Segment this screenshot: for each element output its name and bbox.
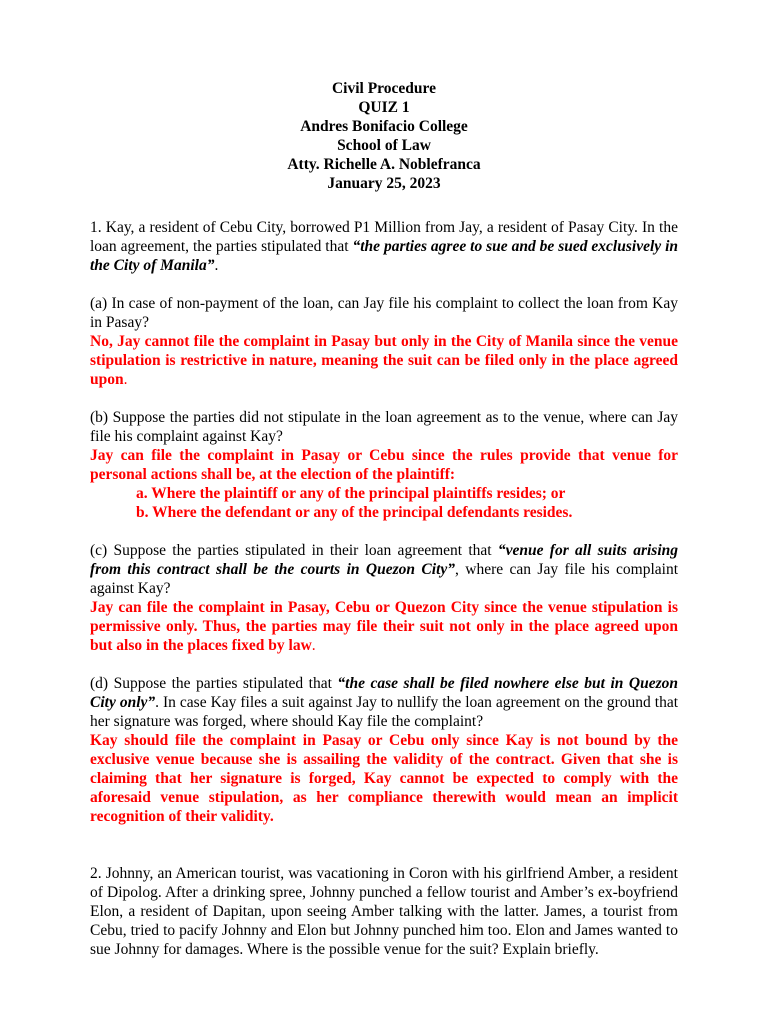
question-1b: (b) Suppose the parties did not stipulate in the loan agreement as to the venue, where can Jay file his complaint against Kay? [90, 409, 678, 445]
quiz-date: January 25, 2023 [327, 175, 441, 192]
question-2: 2. Johnny, an American tourist, was vacationing in Coron with his girlfriend Amber, a resident of Dipolog. After a drinking spree, Johnny punched a fellow tourist and Amber’s ex-boyfriend Elon, a resident of Dapitan, upon seeing Amber talking with the latter. James, a tourist from Cebu, tried to pacify Johnny and Elon but Johnny punched him too. Elon and James wanted to sue Johnny for damages. Where is the possible venue for the suit? Explain briefly. [90, 865, 678, 958]
school-name: School of Law [337, 137, 431, 154]
answer-1b-item-b: b. Where the defendant or any of the principal defendants resides. [136, 504, 573, 521]
question-1a: (a) In case of non-payment of the loan, can Jay file his complaint to collect the loan from Kay in Pasay? [90, 295, 678, 331]
instructor-name: Atty. Richelle A. Noblefranca [287, 156, 481, 173]
venue-stipulation-quote: “the parties agree to sue and be sued exclusively in the City of Manila” [90, 238, 678, 274]
answer-1b: Jay can file the complaint in Pasay or Cebu since the rules provide that venue for personal actions shall be, at the election of the plaintiff: [90, 447, 678, 483]
venue-quote-c: “venue for all suits arising from this contract shall be the courts in Quezon City” [90, 542, 679, 578]
question-1-intro: 1. Kay, a resident of Cebu City, borrowed P1 Million from Jay, a resident of Pasay City. In the loan agreement, the parties stipulated that “the parties agree to sue and be sued exclusively in the City of Manila”. [90, 219, 678, 274]
answer-1c: Jay can file the complaint in Pasay, Cebu or Quezon City since the venue stipulation is permissive only. Thus, the parties may file their suit not only in the place agreed upon but also in the places fixed by law. [90, 599, 678, 654]
question-1d: (d) Suppose the parties stipulated that “the case shall be filed nowhere else but in Quezon City only”. In case Kay files a suit against Jay to nullify the loan agreement on the ground that her signature was forged, where should Kay file the complaint? [90, 675, 679, 730]
quiz-title: QUIZ 1 [358, 99, 410, 116]
venue-quote-d: “the case shall be filed nowhere else but in Quezon City only” [90, 675, 678, 711]
answer-1d: Kay should file the complaint in Pasay or Cebu only since Kay is not bound by the exclusive venue because she is assailing the validity of the contract. Given that she is claiming that her signature is forged, Kay cannot be expected to comply with the aforesaid venue stipulation, as her compliance therewith would mean an implicit recognition of their validity. [90, 732, 678, 825]
document-header [0, 79, 768, 193]
college-name: Andres Bonifacio College [300, 118, 468, 135]
course-title: Civil Procedure [331, 80, 437, 97]
quiz-body [90, 218, 678, 959]
answer-1a: No, Jay cannot file the complaint in Pasay but only in the City of Manila since the venue stipulation is restrictive in nature, meaning the suit can be filed only in the place agreed upon. [90, 333, 678, 388]
question-1c: (c) Suppose the parties stipulated in their loan agreement that “venue for all suits arising from this contract shall be the courts in Quezon City”, where can Jay file his complaint against Kay? [90, 542, 679, 597]
answer-1b-item-a: a. Where the plaintiff or any of the principal plaintiffs resides; or [136, 485, 566, 502]
